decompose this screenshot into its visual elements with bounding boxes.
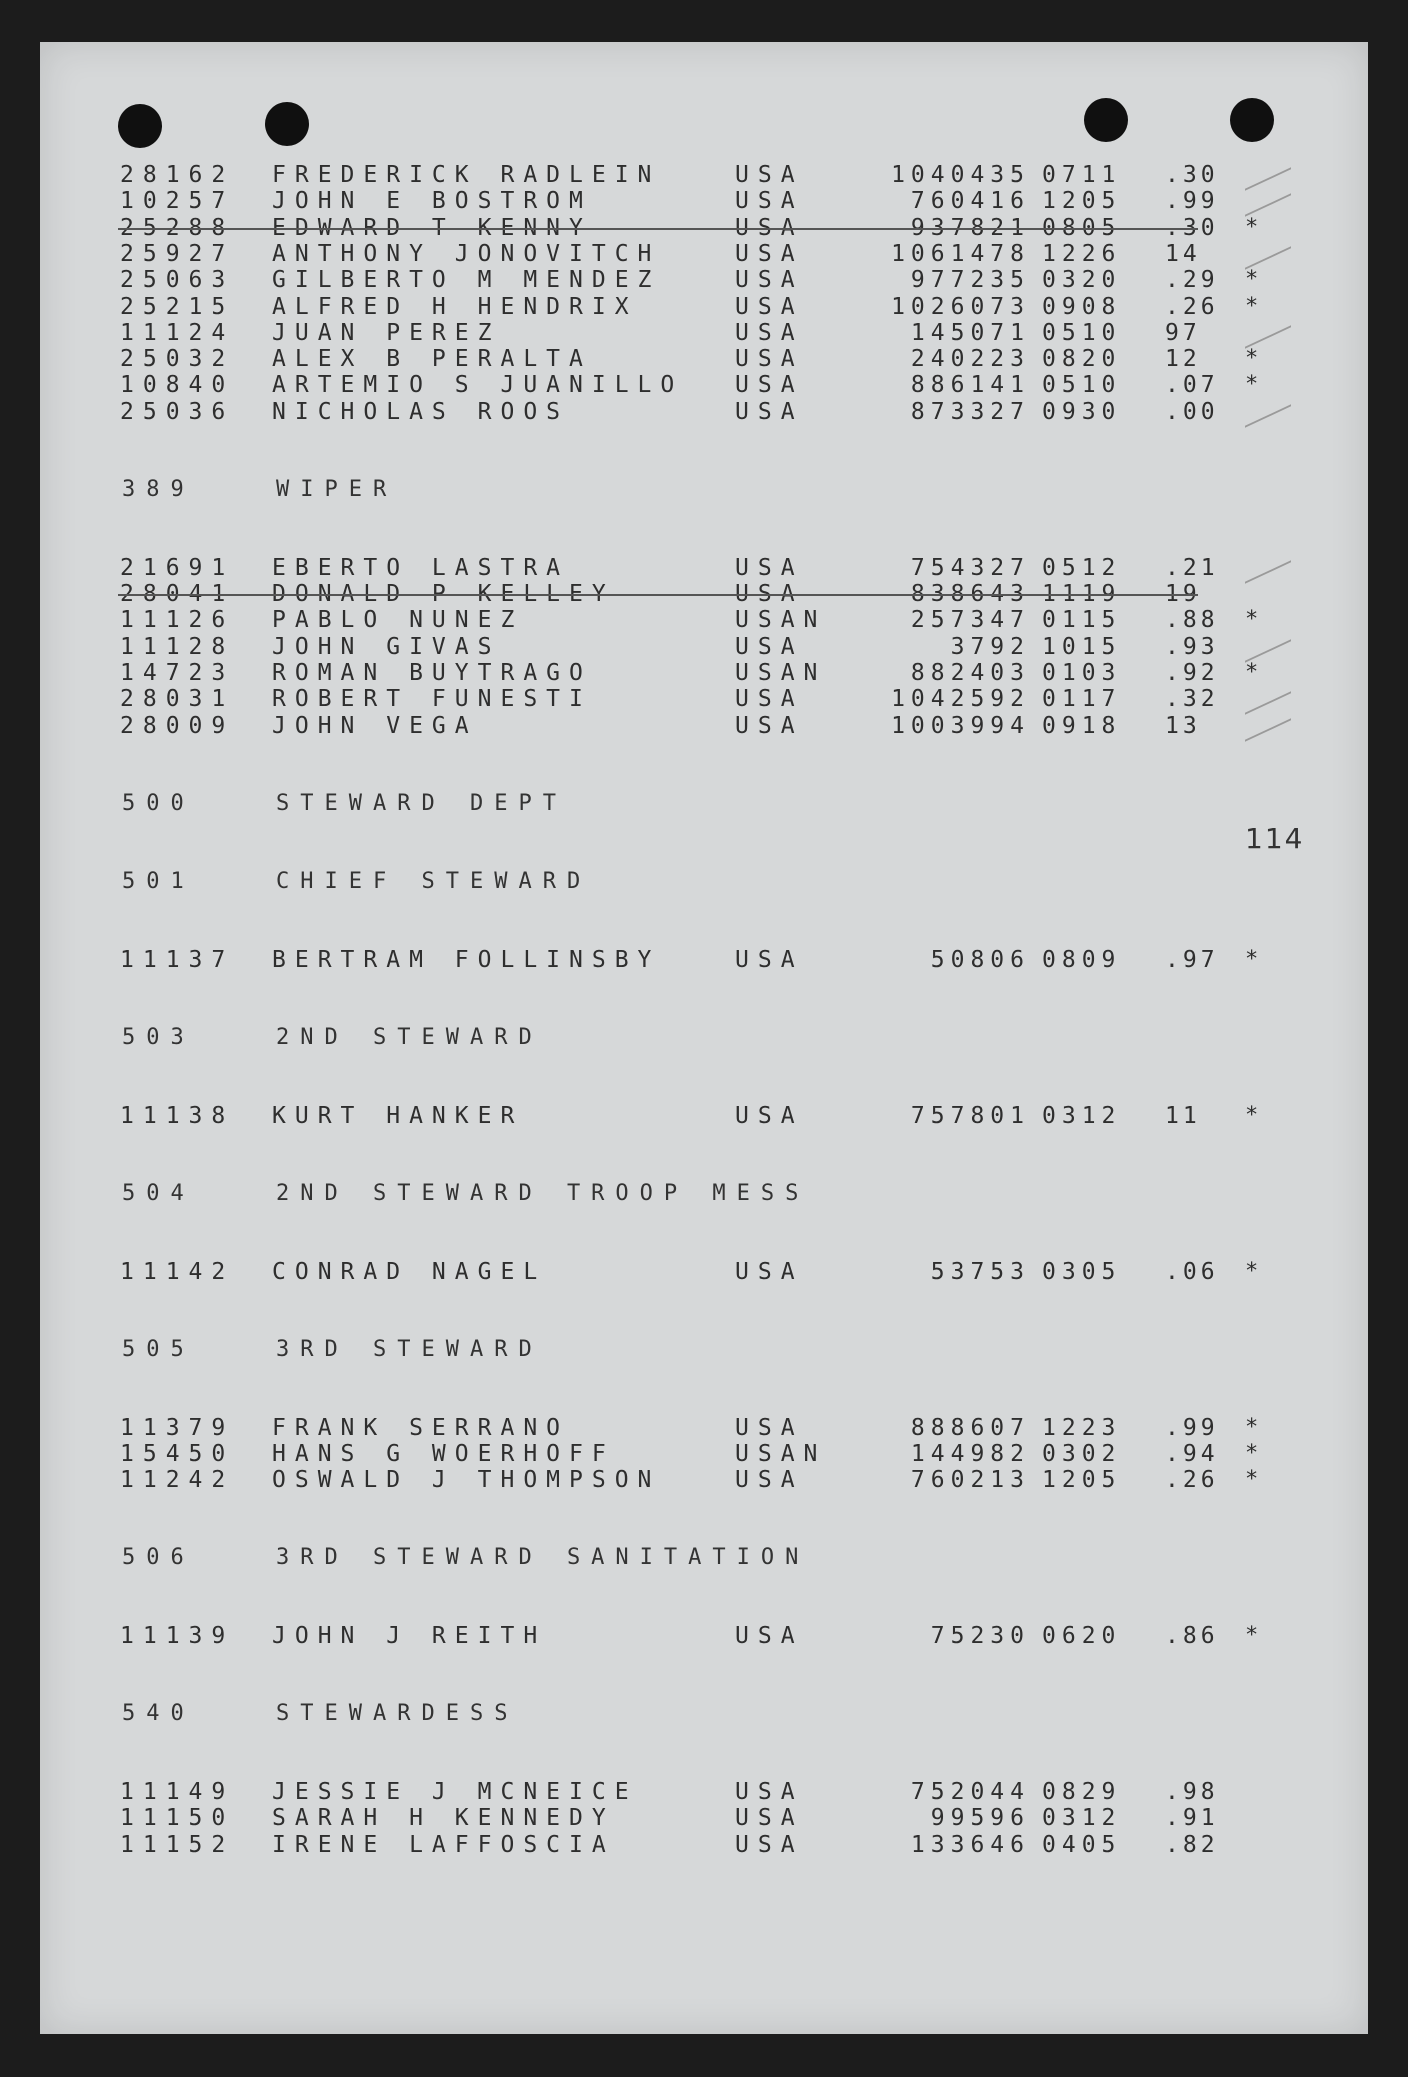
asterisk-mark: *	[1245, 1414, 1259, 1440]
date-code: 0809	[1042, 946, 1122, 973]
punch-hole	[1230, 98, 1274, 142]
crew-name: ROBERT FUNESTI	[272, 686, 592, 713]
rate-value: 97	[1165, 319, 1201, 346]
crew-name: JESSIE J MCNEICE	[272, 1779, 638, 1806]
asterisk-mark: *	[1245, 946, 1259, 972]
crew-row	[40, 1779, 1368, 1805]
crew-name: OSWALD J THOMPSON	[272, 1467, 661, 1494]
crew-name: ALFRED H HENDRIX	[272, 293, 638, 320]
crew-name: ROMAN BUYTRAGO	[272, 659, 592, 686]
citizenship: USA	[735, 1831, 804, 1858]
section-title: 2ND STEWARD TROOP MESS	[276, 1180, 810, 1206]
crew-number: 11242	[120, 1467, 235, 1494]
crew-name: ALEX B PERALTA	[272, 346, 592, 373]
crew-row	[40, 1832, 1368, 1858]
crew-row	[40, 188, 1368, 214]
crew-row	[40, 1623, 1368, 1649]
page-number: 114	[1245, 822, 1305, 855]
document-number: 240223	[910, 346, 1030, 373]
document-number: 754327	[910, 554, 1030, 581]
rate-value: .94	[1165, 1440, 1219, 1467]
citizenship: USAN	[735, 607, 827, 634]
crew-name: GILBERTO M MENDEZ	[272, 267, 661, 294]
crew-name: ARTEMIO S JUANILLO	[272, 372, 684, 399]
citizenship: USA	[735, 162, 804, 188]
crew-name: PABLO NUNEZ	[272, 607, 524, 634]
asterisk-mark: *	[1245, 346, 1259, 372]
document-number: 50806	[930, 946, 1030, 973]
rate-value: 12	[1165, 346, 1201, 373]
citizenship: USA	[735, 293, 804, 320]
crew-number: 25036	[120, 398, 235, 425]
date-code: 0620	[1042, 1623, 1122, 1650]
crew-row	[40, 1415, 1368, 1441]
citizenship: USA	[735, 1805, 804, 1832]
document-number: 760416	[910, 188, 1030, 215]
crew-number: 11137	[120, 946, 235, 973]
crew-row	[40, 1805, 1368, 1831]
rate-value: .91	[1165, 1805, 1219, 1832]
date-code: 1205	[1042, 188, 1122, 215]
rate-value: .21	[1165, 554, 1219, 581]
crew-number: 10257	[120, 188, 235, 215]
citizenship: USA	[735, 398, 804, 425]
asterisk-mark: *	[1245, 293, 1259, 319]
document-number: 3792	[950, 633, 1030, 660]
crew-name: FREDERICK RADLEIN	[272, 162, 661, 188]
document-number: 145071	[910, 319, 1030, 346]
punch-hole	[265, 102, 309, 146]
date-code: 0510	[1042, 319, 1122, 346]
citizenship: USA	[735, 346, 804, 373]
rate-value: .06	[1165, 1258, 1219, 1285]
document-number: 937821	[910, 214, 1030, 241]
crew-number: 25063	[120, 267, 235, 294]
crew-name: EDWARD T KENNY	[272, 214, 592, 241]
citizenship: USA	[735, 554, 804, 581]
punch-hole	[1084, 98, 1128, 142]
date-code: 0918	[1042, 712, 1122, 739]
crew-name: JOHN J REITH	[272, 1623, 547, 1650]
crew-row	[40, 320, 1368, 346]
citizenship: USA	[735, 1779, 804, 1806]
section-code: 501	[122, 868, 195, 894]
crew-name: JUAN PEREZ	[272, 319, 501, 346]
crew-name: IRENE LAFFOSCIA	[272, 1831, 615, 1858]
crew-row	[40, 686, 1368, 712]
crew-number: 25288	[120, 214, 235, 241]
rate-value: .29	[1165, 267, 1219, 294]
crew-row	[40, 241, 1368, 267]
rate-value: .99	[1165, 1414, 1219, 1441]
rate-value: 11	[1165, 1102, 1201, 1129]
asterisk-mark: *	[1245, 607, 1259, 633]
rate-value: .82	[1165, 1831, 1219, 1858]
crew-number: 10840	[120, 372, 235, 399]
section-title: WIPER	[276, 476, 398, 502]
date-code: 0117	[1042, 686, 1122, 713]
crew-name: SARAH H KENNEDY	[272, 1805, 615, 1832]
document-number: 99596	[930, 1805, 1030, 1832]
crew-row	[40, 1103, 1368, 1129]
date-code: 0312	[1042, 1102, 1122, 1129]
document-number: 1040435	[891, 162, 1030, 188]
citizenship: USAN	[735, 1440, 827, 1467]
date-code: 0512	[1042, 554, 1122, 581]
section-title: CHIEF STEWARD	[276, 868, 592, 894]
crew-name: BERTRAM FOLLINSBY	[272, 946, 661, 973]
crew-row	[40, 372, 1368, 398]
crew-name: EBERTO LASTRA	[272, 554, 570, 581]
asterisk-mark: *	[1245, 1467, 1259, 1493]
citizenship: USA	[735, 1414, 804, 1441]
rate-value: .88	[1165, 607, 1219, 634]
section-code: 389	[122, 476, 195, 502]
citizenship: USA	[735, 214, 804, 241]
crew-name: CONRAD NAGEL	[272, 1258, 547, 1285]
crew-number: 14723	[120, 659, 235, 686]
asterisk-mark: *	[1245, 1258, 1259, 1284]
asterisk-mark: *	[1245, 372, 1259, 398]
rate-value: .97	[1165, 946, 1219, 973]
document-number: 75230	[930, 1623, 1030, 1650]
rate-value: .92	[1165, 659, 1219, 686]
crew-number: 11124	[120, 319, 235, 346]
crew-number: 11142	[120, 1258, 235, 1285]
citizenship: USA	[735, 581, 804, 607]
document-number: 888607	[910, 1414, 1030, 1441]
document-number: 133646	[910, 1831, 1030, 1858]
section-heading	[40, 1701, 1368, 1727]
section-code: 504	[122, 1180, 195, 1206]
section-heading	[40, 791, 1368, 817]
crew-row	[40, 713, 1368, 739]
section-heading	[40, 1181, 1368, 1207]
rate-value: .30	[1165, 162, 1219, 188]
section-heading	[40, 869, 1368, 895]
date-code: 1119	[1042, 581, 1122, 607]
document-number: 886141	[910, 372, 1030, 399]
crew-name: HANS G WOERHOFF	[272, 1440, 615, 1467]
date-code: 0510	[1042, 372, 1122, 399]
date-code: 0320	[1042, 267, 1122, 294]
section-code: 500	[122, 790, 195, 816]
rate-value: .98	[1165, 1779, 1219, 1806]
asterisk-mark: *	[1245, 659, 1259, 685]
rate-value: .26	[1165, 293, 1219, 320]
crew-row	[40, 399, 1368, 425]
rate-value: .32	[1165, 686, 1219, 713]
section-title: 3RD STEWARD SANITATION	[276, 1545, 810, 1571]
citizenship: USA	[735, 633, 804, 660]
section-title: 2ND STEWARD	[276, 1024, 543, 1050]
asterisk-mark: *	[1245, 267, 1259, 293]
date-code: 0305	[1042, 1258, 1122, 1285]
crew-row	[40, 294, 1368, 320]
date-code: 0908	[1042, 293, 1122, 320]
rate-value: .99	[1165, 188, 1219, 215]
asterisk-mark: *	[1245, 214, 1259, 240]
crew-number: 11139	[120, 1623, 235, 1650]
citizenship: USA	[735, 686, 804, 713]
crew-number: 11149	[120, 1779, 235, 1806]
crew-name: FRANK SERRANO	[272, 1414, 570, 1441]
document-number: 257347	[910, 607, 1030, 634]
date-code: 0805	[1042, 214, 1122, 241]
date-code: 0711	[1042, 162, 1122, 188]
rate-value: .93	[1165, 633, 1219, 660]
punch-hole	[118, 104, 162, 148]
rate-value: .00	[1165, 398, 1219, 425]
citizenship: USA	[735, 946, 804, 973]
crew-number: 28041	[120, 581, 235, 607]
document-number: 757801	[910, 1102, 1030, 1129]
crew-number: 11152	[120, 1831, 235, 1858]
crew-row	[40, 634, 1368, 660]
asterisk-mark: *	[1245, 1440, 1259, 1466]
crew-number: 25927	[120, 240, 235, 267]
citizenship: USAN	[735, 659, 827, 686]
rate-value: .30	[1165, 214, 1219, 241]
crew-number: 15450	[120, 1440, 235, 1467]
citizenship: USA	[735, 188, 804, 215]
date-code: 1226	[1042, 240, 1122, 267]
citizenship: USA	[735, 267, 804, 294]
date-code: 0302	[1042, 1440, 1122, 1467]
crew-name: KURT HANKER	[272, 1102, 524, 1129]
citizenship: USA	[735, 319, 804, 346]
date-code: 1223	[1042, 1414, 1122, 1441]
citizenship: USA	[735, 1623, 804, 1650]
rate-value: .07	[1165, 372, 1219, 399]
crew-row	[40, 162, 1368, 188]
crew-row	[40, 581, 1368, 607]
document-number: 1061478	[891, 240, 1030, 267]
date-code: 1205	[1042, 1467, 1122, 1494]
citizenship: USA	[735, 712, 804, 739]
crew-number: 25215	[120, 293, 235, 320]
date-code: 0829	[1042, 1779, 1122, 1806]
crew-number: 28031	[120, 686, 235, 713]
citizenship: USA	[735, 1467, 804, 1494]
section-heading	[40, 1025, 1368, 1051]
section-code: 505	[122, 1336, 195, 1362]
citizenship: USA	[735, 240, 804, 267]
date-code: 0312	[1042, 1805, 1122, 1832]
crew-row	[40, 1259, 1368, 1285]
section-code: 506	[122, 1545, 195, 1571]
crew-row	[40, 947, 1368, 973]
date-code: 0405	[1042, 1831, 1122, 1858]
crew-row	[40, 1467, 1368, 1493]
crew-name: JOHN GIVAS	[272, 633, 501, 660]
date-code: 0820	[1042, 346, 1122, 373]
citizenship: USA	[735, 1258, 804, 1285]
crew-number: 11379	[120, 1414, 235, 1441]
section-title: STEWARDESS	[276, 1701, 519, 1727]
section-heading	[40, 1545, 1368, 1571]
crew-name: ANTHONY JONOVITCH	[272, 240, 661, 267]
rate-value: 19	[1165, 581, 1201, 607]
section-heading	[40, 1337, 1368, 1363]
rate-value: .86	[1165, 1623, 1219, 1650]
crew-row	[40, 215, 1368, 241]
section-title: 3RD STEWARD	[276, 1336, 543, 1362]
document-page	[40, 42, 1368, 2034]
crew-name: NICHOLAS ROOS	[272, 398, 570, 425]
crew-number: 28162	[120, 162, 235, 188]
crew-number: 11150	[120, 1805, 235, 1832]
crew-number: 11128	[120, 633, 235, 660]
document-number: 53753	[930, 1258, 1030, 1285]
date-code: 0115	[1042, 607, 1122, 634]
citizenship: USA	[735, 372, 804, 399]
date-code: 0930	[1042, 398, 1122, 425]
crew-row	[40, 346, 1368, 372]
document-number: 1003994	[891, 712, 1030, 739]
crew-name: JOHN VEGA	[272, 712, 478, 739]
crew-number: 11138	[120, 1102, 235, 1129]
crew-row	[40, 555, 1368, 581]
crew-number: 25032	[120, 346, 235, 373]
citizenship: USA	[735, 1102, 804, 1129]
document-number: 752044	[910, 1779, 1030, 1806]
crew-row	[40, 660, 1368, 686]
crew-row	[40, 1441, 1368, 1467]
crew-number: 11126	[120, 607, 235, 634]
rate-value: 13	[1165, 712, 1201, 739]
crew-row	[40, 267, 1368, 293]
section-heading	[40, 477, 1368, 503]
document-number: 1042592	[891, 686, 1030, 713]
document-number: 977235	[910, 267, 1030, 294]
document-number: 760213	[910, 1467, 1030, 1494]
document-number: 882403	[910, 659, 1030, 686]
document-number: 144982	[910, 1440, 1030, 1467]
crew-number: 28009	[120, 712, 235, 739]
crew-name: JOHN E BOSTROM	[272, 188, 592, 215]
section-code: 503	[122, 1024, 195, 1050]
section-code: 540	[122, 1701, 195, 1727]
document-number: 873327	[910, 398, 1030, 425]
asterisk-mark: *	[1245, 1102, 1259, 1128]
crew-row	[40, 607, 1368, 633]
date-code: 1015	[1042, 633, 1122, 660]
asterisk-mark: *	[1245, 1623, 1259, 1649]
rate-value: 14	[1165, 240, 1201, 267]
document-number: 1026073	[891, 293, 1030, 320]
rate-value: .26	[1165, 1467, 1219, 1494]
document-number: 838643	[910, 581, 1030, 607]
crew-number: 21691	[120, 554, 235, 581]
date-code: 0103	[1042, 659, 1122, 686]
section-title: STEWARD DEPT	[276, 790, 567, 816]
crew-name: DONALD P KELLEY	[272, 581, 615, 607]
